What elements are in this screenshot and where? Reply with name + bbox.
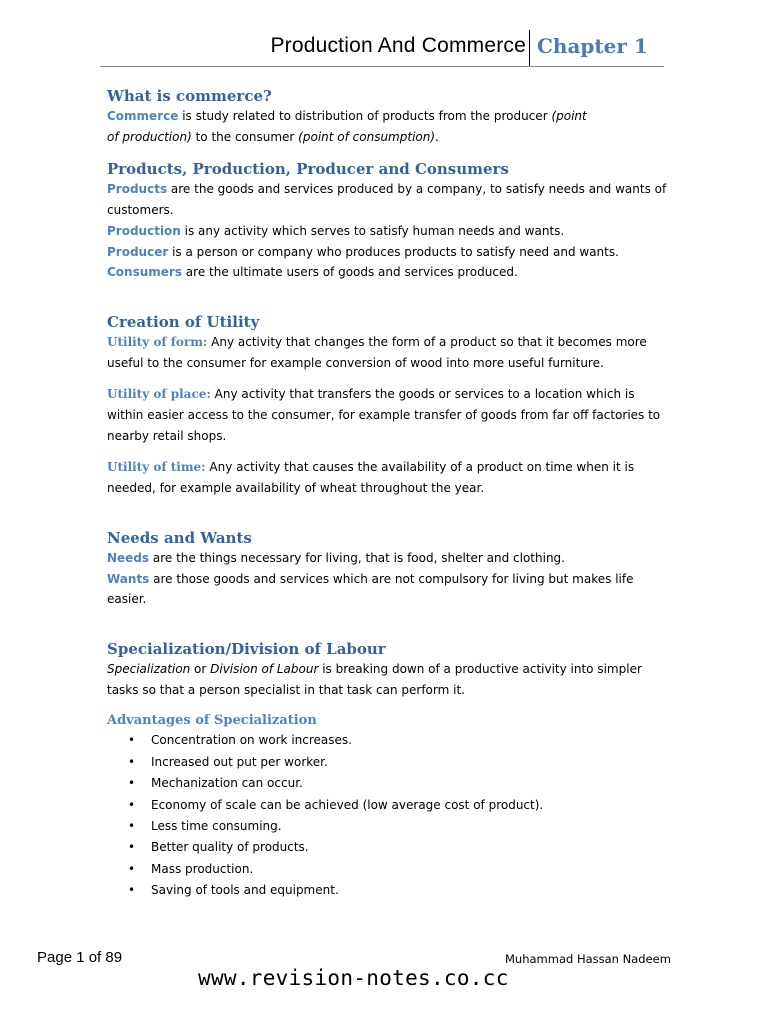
list-item-text: Mass production. [151, 861, 254, 876]
section-heading: Products, Production, Producer and Consumers [107, 160, 509, 179]
definition [107, 332, 667, 373]
definition-text: is a person or company who produces products to satisfy need and wants. [168, 244, 619, 259]
bullet: • [128, 840, 136, 855]
list-item [107, 730, 667, 751]
italic-text: (point of consumption) [298, 129, 436, 144]
bullet: • [128, 861, 136, 876]
list-item [107, 795, 667, 816]
bullet: • [128, 733, 136, 748]
subsection-heading: Advantages of Specialization [107, 713, 317, 729]
section-heading: Creation of Utility [107, 312, 260, 331]
italic-text: Specialization [107, 661, 191, 676]
definition-text: is any activity which serves to satisfy human needs and wants. [180, 223, 565, 238]
definition-text: or [190, 661, 211, 676]
section-heading: What is commerce? [107, 87, 272, 105]
definition [107, 659, 667, 700]
website-url: www.revision-notes.co.cc [198, 966, 509, 990]
definition-text: are the things necessary for living, that is food, shelter and clothing. [149, 550, 565, 565]
definition [107, 457, 667, 498]
definition-text: are the goods and services produced by a company, to satisfy needs and wants of customers. [107, 182, 667, 218]
italic-text: (point of production) [107, 109, 587, 144]
bullet: • [128, 754, 136, 769]
section-utility [107, 312, 667, 499]
definition-text: are those goods and services which are not compulsory for living but makes life easier. [107, 571, 634, 607]
term: Producer [107, 244, 169, 259]
definition-text: . [435, 129, 439, 144]
list-item [107, 859, 667, 880]
advantages-list [107, 730, 667, 901]
page-number: Page 1 of 89 [37, 949, 123, 966]
list-item [107, 816, 667, 837]
list-item-text: Increased out put per worker. [151, 754, 328, 769]
list-item [107, 752, 667, 773]
definition-text: to the consumer [191, 129, 299, 144]
term: Needs [107, 550, 150, 565]
header-title: Production And Commerce [270, 34, 526, 57]
section-heading: Specialization/Division of Labour [107, 639, 386, 658]
term: Consumers [107, 265, 182, 280]
bullet: • [128, 883, 136, 898]
definition [107, 569, 667, 610]
header-divider [529, 30, 530, 66]
definition-text: are the ultimate users of goods and services produced. [181, 265, 518, 280]
list-item-text: Economy of scale can be achieved (low average cost of product). [151, 797, 544, 812]
definition [107, 548, 667, 569]
list-item [107, 837, 667, 858]
list-item [107, 880, 667, 901]
section-commerce [107, 86, 667, 147]
section-products [107, 159, 667, 283]
definition [107, 384, 667, 446]
section-heading: Needs and Wants [107, 528, 252, 547]
section-needs [107, 528, 667, 610]
definition-text: is study related to distribution of products from the producer [178, 109, 552, 123]
list-item-text: Concentration on work increases. [151, 733, 352, 748]
definition-text: is breaking down of a productive activity into simpler tasks so that a person specialist in that task can perform it. [107, 661, 642, 697]
header-rule [100, 66, 664, 67]
definition-text: Any activity that changes the form of a product so that it becomes more useful to the consumer for example conversion of wood into more useful furniture. [107, 334, 647, 370]
bullet: • [128, 818, 136, 833]
chapter-label: Chapter 1 [537, 34, 648, 58]
commerce-definition [107, 106, 602, 147]
term: Wants [107, 571, 150, 586]
list-item-text: Better quality of products. [151, 840, 309, 855]
definition [107, 179, 667, 220]
definition-text: Any activity that causes the availability of a product on time when it is needed, for example availability of wheat throughout the year. [107, 460, 635, 496]
definition [107, 262, 667, 283]
list-item-text: Saving of tools and equipment. [151, 883, 339, 898]
page-content [107, 86, 667, 902]
italic-text: Division of Labour [210, 661, 319, 676]
definition-text: Any activity that transfers the goods or services to a location which is within easier access to the consumer, for example transfer of goods from far off factories to nearby retail shops. [107, 387, 661, 443]
term: Utility of place: [107, 387, 211, 402]
definition [107, 242, 667, 263]
list-item-text: Mechanization can occur. [151, 776, 303, 791]
list-item [107, 773, 667, 794]
term: Products [107, 182, 168, 197]
bullet: • [128, 797, 136, 812]
author-name: Muhammad Hassan Nadeem [505, 952, 671, 966]
term: Commerce [107, 109, 179, 123]
list-item-text: Less time consuming. [151, 818, 282, 833]
term: Production [107, 223, 181, 238]
definition [107, 221, 667, 242]
bullet: • [128, 776, 136, 791]
term: Utility of form: [107, 334, 208, 349]
term: Utility of time: [107, 460, 206, 475]
section-specialization [107, 639, 667, 902]
